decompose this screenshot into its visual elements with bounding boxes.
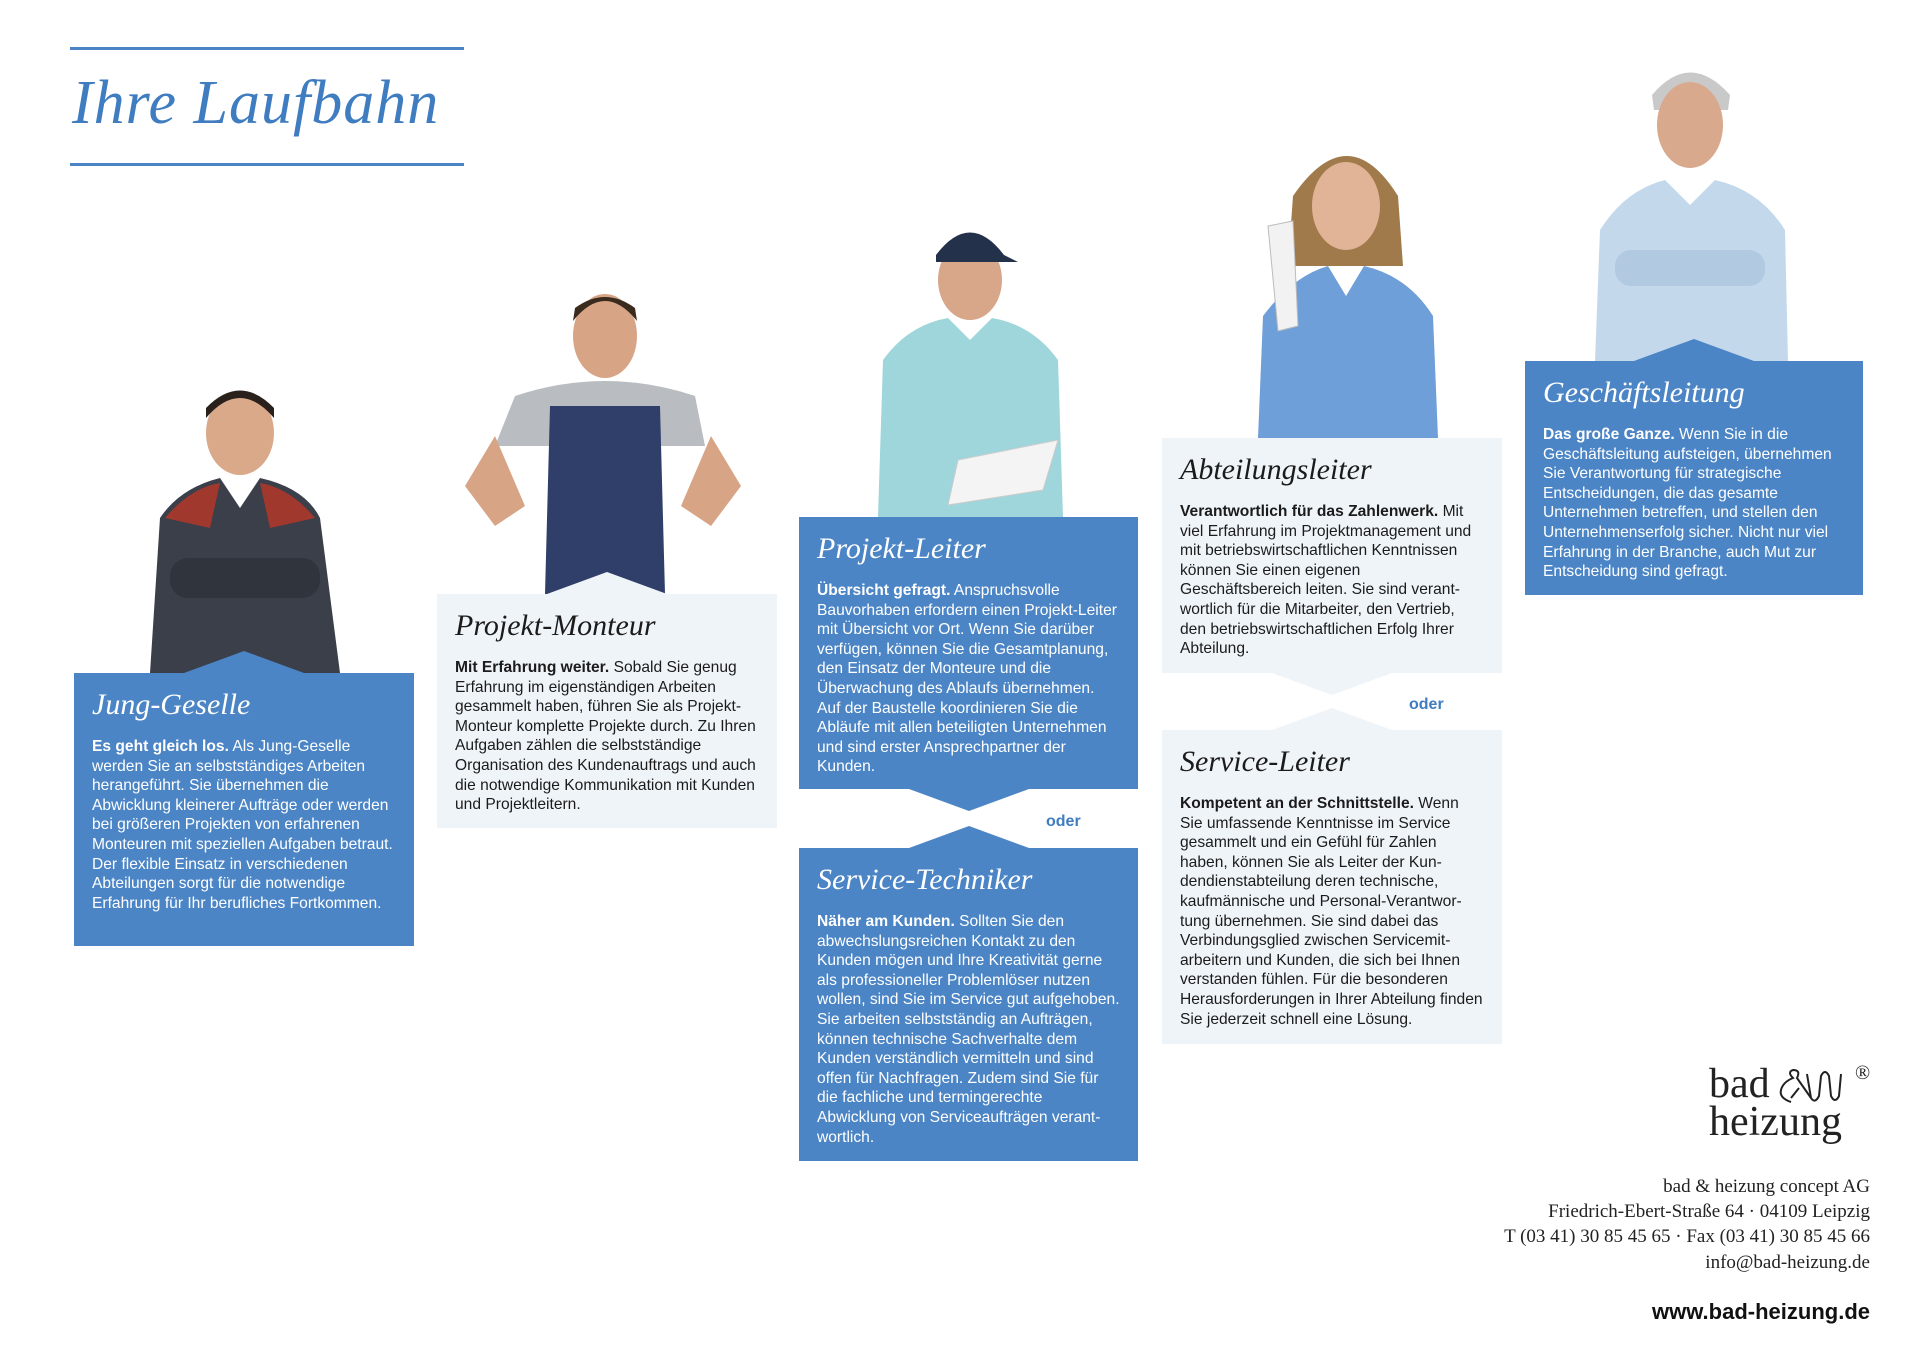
card-service-techniker <box>799 848 1138 1161</box>
card-body: Wenn Sie in die Geschäftsleitung aufsteigen, übernehmen Sie Verantwortung für strategische Entscheidungen, die das gesamte Unternehmen betreffen, und stellen den Unternehmenserfolg sicher. Nicht nur viel Erfahrung in der Branche, auch Mut zur Entscheidung sind gefragt. <box>1543 426 1832 581</box>
card-body: Als Jung-Geselle werden Sie an selbstständiges Arbeiten herangeführt. Sie übernehmen die Abwicklung kleinerer Aufträge oder werden bei größeren Projekten von erfahrenen Monteuren mit speziellen Aufgaben betraut. Der flexible Einsatz in verschiedenen Abteilungen sorgt für die notwendige Erfahrung für Ihr berufliches Fortkommen. <box>92 738 393 912</box>
card-lead: Verantwortlich für das Zahlenwerk. <box>1180 503 1439 520</box>
card-body: Mit viel Erfahrung im Projektmanagement und mit betriebswirtschaftlichen Kenntnissen können Sie einen eigenen Geschäftsbereich leiten. Sie sind verantwortlich für die Mitarbeiter, den Vertrieb, den betriebswirtschaftlichen Erfolg Ihrer Abteilung. <box>1180 503 1472 658</box>
card-body: Anspruchsvolle Bauvorhaben erfordern einen Projekt-Leiter mit Übersicht vor Ort. Wenn Sie darüber verfügen, können Sie die Gesamtplanung, den Einsatz der Monteure und die Überwachung des Ablaufs übernehmen. Auf der Baustelle koordinieren Sie die Abläufe mit allen beteiligten Unternehmen und sind erster Ansprechpartner der Kunden. <box>817 582 1117 776</box>
card-title: Service-Leiter <box>1180 745 1350 778</box>
card-lead: Kompetent an der Schnittstelle. <box>1180 795 1414 812</box>
company-email[interactable]: info@bad-heizung.de <box>1705 1252 1870 1273</box>
photo-jung-geselle <box>140 378 350 673</box>
card-title: Projekt-Monteur <box>455 609 656 642</box>
card-text <box>817 581 1120 777</box>
card-body: Sollten Sie den abwechslungsreichen Kontakt zu den Kunden mögen und Ihre Kreativität gerne als professioneller Problemlöser nutzen wollen, sind Sie im Service gut aufgehoben. Sie arbeiten selbstständig an Aufträgen, können technische Sachverhalte dem Kunden verständlich vermitteln und sind offen für Nachfragen. Zudem sind Sie für die fachliche und termingerechte Abwicklung von Serviceaufträgen verantwortlich. <box>817 913 1120 1146</box>
card-lead: Es geht gleich los. <box>92 738 229 755</box>
card-projekt-monteur <box>437 594 777 828</box>
card-geschaeftsleitung <box>1525 361 1863 595</box>
photo-abteilungsleiter <box>1238 126 1458 438</box>
connector-oder: oder <box>1409 696 1444 713</box>
company-logo <box>1705 1062 1875 1157</box>
card-projekt-leiter <box>799 517 1138 789</box>
card-text <box>1180 794 1484 1029</box>
registered-mark: ® <box>1855 1062 1871 1084</box>
logo-text-heizung: heizung <box>1709 1099 1842 1145</box>
card-jung-geselle <box>74 673 414 946</box>
card-body: Wenn Sie umfassende Kenntnisse im Service gesammelt und ein Gefühl für Zahlen haben, können Sie als Leiter der Kundendienstabteilung deren technische, kaufmännische und Personal-Verantwortung übernehmen. Sie sind dabei das Verbindungsglied zwischen Servicemitarbeitern und Kunden, die sich bei Ihnen verstanden fühlen. Für die besonderen Herausforderungen in Ihrer Abteilung finden Sie jederzeit schnell eine Lösung. <box>1180 795 1483 1028</box>
title-banner <box>70 47 464 166</box>
card-title: Projekt-Leiter <box>817 532 986 565</box>
company-name: bad & heizung concept AG <box>1663 1176 1870 1197</box>
card-abteilungsleiter <box>1162 438 1502 673</box>
card-title: Geschäftsleitung <box>1543 376 1745 409</box>
card-title: Abteilungsleiter <box>1180 453 1372 486</box>
card-body: Sobald Sie genug Erfahrung im eigenständigen Arbeiten gesammelt haben, führen Sie als Projekt-Monteur komplette Projekte durch. Zu Ihren Aufgaben zählen die selbstständige Organisation des Kundenauftrags und auch die notwendige Kommunikation mit Kunden und Projektleitern. <box>455 659 756 814</box>
page-title: Ihre Laufbahn <box>72 69 440 137</box>
card-text <box>92 737 396 913</box>
card-title: Jung-Geselle <box>92 688 251 721</box>
card-text <box>455 658 759 815</box>
card-text <box>817 912 1120 1147</box>
card-lead: Übersicht gefragt. <box>817 582 951 599</box>
card-lead: Näher am Kunden. <box>817 913 955 930</box>
photo-projekt-monteur <box>455 286 751 594</box>
card-text <box>1180 502 1484 659</box>
card-service-leiter <box>1162 730 1502 1044</box>
logo-text-bad: bad <box>1709 1061 1770 1107</box>
company-website[interactable]: www.bad-heizung.de <box>1652 1299 1870 1324</box>
card-lead: Mit Erfahrung weiter. <box>455 659 610 676</box>
company-phone: T (03 41) 30 85 45 65 · Fax (03 41) 30 85 45 66 <box>1504 1226 1870 1247</box>
photo-projekt-leiter <box>868 210 1072 517</box>
connector-oder: oder <box>1046 813 1081 830</box>
card-text <box>1543 425 1845 582</box>
card-lead: Das große Ganze. <box>1543 426 1675 443</box>
photo-geschaeftsleitung <box>1590 50 1792 361</box>
company-address: Friedrich-Ebert-Straße 64 · 04109 Leipzig <box>1548 1201 1870 1222</box>
card-title: Service-Techniker <box>817 863 1033 896</box>
